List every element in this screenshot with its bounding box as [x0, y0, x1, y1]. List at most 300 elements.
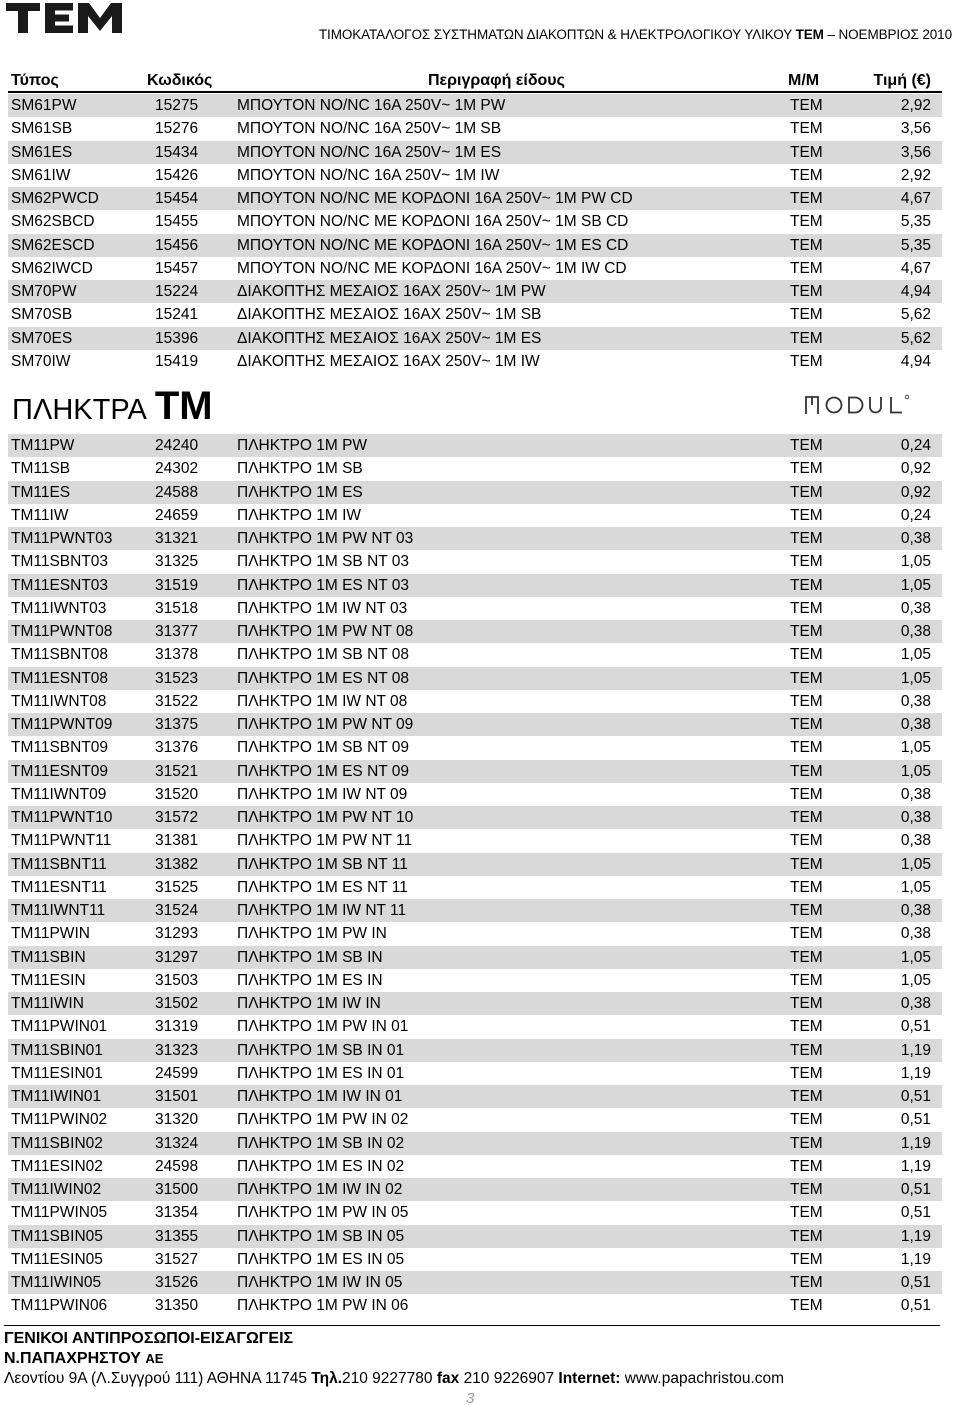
table-row: [8, 234, 942, 257]
cell-type: TM11ESIN01: [11, 1064, 103, 1082]
cell-code: 31297: [155, 948, 199, 966]
table-row: [8, 1225, 942, 1248]
cell-type: TM11IWNT08: [11, 692, 107, 710]
cell-price: 1,05: [900, 762, 931, 780]
cell-price: 0,38: [900, 902, 931, 919]
cell-description: ΠΛΗΚΤΡΟ 1M ES IN 02: [237, 1157, 405, 1175]
table-row: [8, 164, 942, 187]
table-row: [8, 690, 942, 713]
cell-unit: TEM: [790, 832, 823, 850]
cell-description: ΠΛΗΚΤΡΟ 1M SB: [237, 460, 363, 478]
cell-type: TM11SBIN05: [11, 1227, 103, 1245]
table-row: [8, 434, 942, 457]
cell-description: ΠΛΗΚΤΡΟ 1M PW: [237, 437, 368, 454]
cell-type: TM11PWNT03: [11, 530, 113, 547]
cell-unit: TEM: [790, 1227, 823, 1245]
column-header-price: Τιμή (€): [873, 72, 931, 89]
cell-unit: TEM: [790, 530, 823, 547]
cell-unit: TEM: [790, 120, 823, 138]
table-row: [8, 94, 942, 117]
cell-unit: TEM: [790, 692, 823, 710]
price-table-keys: [8, 434, 942, 1318]
modul-logo: [805, 392, 911, 416]
cell-code: 31319: [155, 1018, 199, 1036]
section-series: TM: [154, 384, 213, 428]
table-row: [8, 280, 942, 303]
cell-price: 4,94: [900, 352, 931, 370]
cell-unit: TEM: [790, 1111, 823, 1129]
footer-divider: [4, 1325, 940, 1326]
cell-unit: TEM: [790, 925, 823, 943]
table-row: [8, 760, 942, 783]
cell-unit: TEM: [790, 599, 823, 617]
cell-description: ΠΛΗΚΤΡΟ 1M IW NT 09: [237, 785, 408, 803]
cell-type: SM61ES: [11, 143, 73, 161]
footer-company: Ν.ΠΑΠΑΧΡΗΣΤΟΥ ΑΕ: [4, 1350, 164, 1367]
cell-price: 1,05: [900, 669, 931, 687]
cell-description: ΠΛΗΚΤΡΟ 1M ES NT 09: [237, 762, 409, 780]
cell-description: ΠΛΗΚΤΡΟ 1M IW NT 08: [237, 692, 408, 710]
cell-type: TM11ESNT09: [11, 762, 109, 780]
cell-description: ΠΛΗΚΤΡΟ 1M PW IN 01: [237, 1018, 409, 1036]
cell-type: SM70IW: [11, 352, 71, 370]
table-row: [8, 922, 942, 945]
cell-code: 31503: [155, 971, 199, 989]
cell-type: TM11PWNT08: [11, 623, 113, 640]
cell-code: 31324: [155, 1134, 199, 1152]
table-row: [8, 1155, 942, 1178]
cell-code: 31519: [155, 576, 199, 594]
cell-price: 0,38: [900, 623, 931, 640]
cell-code: 31518: [155, 599, 199, 617]
cell-code: 24599: [155, 1064, 199, 1082]
cell-unit: TEM: [790, 762, 823, 780]
cell-unit: TEM: [790, 1064, 823, 1082]
cell-code: 15275: [155, 97, 199, 114]
cell-unit: TEM: [790, 1018, 823, 1036]
cell-price: 0,38: [900, 716, 931, 733]
table-row: [8, 1062, 942, 1085]
cell-unit: TEM: [790, 1274, 823, 1291]
table-row: [8, 643, 942, 666]
cell-type: TM11SBNT08: [11, 646, 109, 664]
cell-type: TM11SBIN01: [11, 1041, 103, 1059]
cell-price: 0,51: [900, 1297, 931, 1315]
table-row: [8, 992, 942, 1015]
tem-logo: [6, 0, 130, 36]
table-row: [8, 350, 942, 373]
cell-price: 0,92: [900, 460, 931, 478]
cell-code: 15224: [155, 283, 199, 300]
cell-price: 0,51: [900, 1018, 931, 1036]
table-row: [8, 667, 942, 690]
cell-type: TM11IWNT03: [11, 599, 107, 617]
table-row: [8, 1294, 942, 1317]
cell-description: ΜΠΟΥΤΟΝ NO/NC 16A 250V~ 1M IW: [237, 166, 500, 184]
cell-price: 1,19: [900, 1250, 931, 1268]
table-row: [8, 1201, 942, 1224]
cell-type: SM61IW: [11, 166, 71, 184]
cell-type: TM11PWNT11: [11, 832, 112, 850]
cell-price: 1,05: [900, 971, 931, 989]
cell-description: ΠΛΗΚΤΡΟ 1M ES IN 05: [237, 1250, 405, 1268]
cell-type: SM62ESCD: [11, 236, 95, 254]
table-row: [8, 1271, 942, 1294]
cell-unit: TEM: [790, 236, 823, 254]
cell-unit: TEM: [790, 1297, 823, 1315]
cell-description: ΠΛΗΚΤΡΟ 1M SB NT 11: [237, 855, 408, 873]
cell-code: 15419: [155, 352, 199, 370]
cell-unit: TEM: [790, 785, 823, 803]
cell-type: TM11IWIN05: [11, 1274, 102, 1291]
section-title-text: ΠΛΗΚΤΡΑ: [12, 394, 147, 426]
cell-code: 15241: [155, 306, 199, 324]
cell-price: 0,38: [900, 785, 931, 803]
cell-unit: TEM: [790, 1204, 823, 1222]
cell-description: ΔΙΑΚΟΠΤΗΣ ΜΕΣΑΙΟΣ 16AX 250V~ 1M PW: [237, 283, 546, 300]
cell-description: ΠΛΗΚΤΡΟ 1M IW IN 05: [237, 1274, 403, 1291]
cell-price: 0,24: [900, 437, 931, 454]
cell-description: ΠΛΗΚΤΡΟ 1M PW IN 06: [237, 1297, 409, 1315]
cell-price: 0,51: [900, 1111, 931, 1129]
column-header-type: Τύπος: [11, 72, 59, 89]
cell-description: ΠΛΗΚΤΡΟ 1M IW IN 01: [237, 1088, 403, 1105]
cell-unit: TEM: [790, 971, 823, 989]
cell-type: SM70PW: [11, 283, 77, 300]
section-title: [12, 384, 213, 430]
cell-type: TM11ESIN02: [11, 1157, 103, 1175]
cell-code: 31500: [155, 1181, 199, 1198]
cell-code: 31350: [155, 1297, 199, 1315]
cell-code: 31382: [155, 855, 199, 873]
table-row: [8, 210, 942, 233]
cell-price: 0,38: [900, 832, 931, 850]
cell-price: 1,19: [900, 1041, 931, 1059]
cell-type: TM11PW: [11, 437, 75, 454]
cell-description: ΠΛΗΚΤΡΟ 1M SB IN: [237, 948, 383, 966]
cell-code: 31377: [155, 623, 199, 640]
cell-code: 24588: [155, 483, 199, 501]
cell-description: ΠΛΗΚΤΡΟ 1M SB NT 08: [237, 646, 409, 664]
cell-description: ΠΛΗΚΤΡΟ 1M PW NT 11: [237, 832, 413, 850]
cell-code: 31525: [155, 878, 199, 896]
cell-unit: TEM: [790, 1041, 823, 1059]
cell-type: TM11PWIN06: [11, 1297, 108, 1315]
cell-description: ΠΛΗΚΤΡΟ 1M SB IN 05: [237, 1227, 405, 1245]
cell-unit: TEM: [790, 213, 823, 231]
cell-price: 3,56: [900, 120, 931, 138]
cell-code: 31375: [155, 716, 199, 733]
table-row: [8, 713, 942, 736]
table-row: [8, 1039, 942, 1062]
table-row: [8, 504, 942, 527]
cell-code: 15276: [155, 120, 199, 138]
cell-description: ΠΛΗΚΤΡΟ 1M PW NT 03: [237, 530, 414, 547]
cell-description: ΠΛΗΚΤΡΟ 1M PW NT 08: [237, 623, 414, 640]
cell-price: 0,38: [900, 809, 931, 826]
cell-code: 15434: [155, 143, 199, 161]
cell-description: ΠΛΗΚΤΡΟ 1M PW NT 09: [237, 716, 414, 733]
table-row: [8, 1132, 942, 1155]
cell-type: SM61PW: [11, 97, 77, 114]
footer-line-distributors: ΓΕΝΙΚΟΙ ΑΝΤΙΠΡΟΣΩΠΟΙ-ΕΙΣΑΓΩΓΕΙΣ: [4, 1330, 294, 1347]
cell-code: 31501: [155, 1088, 199, 1105]
cell-type: TM11ESIN: [11, 971, 86, 989]
cell-unit: TEM: [790, 902, 823, 919]
table-row: [8, 141, 942, 164]
cell-code: 15456: [155, 236, 199, 254]
cell-description: ΠΛΗΚΤΡΟ 1M ES: [237, 483, 363, 501]
table-row: [8, 257, 942, 280]
cell-price: 0,38: [900, 995, 931, 1012]
cell-code: 31526: [155, 1274, 199, 1291]
cell-code: 31523: [155, 669, 199, 687]
cell-price: 5,35: [900, 236, 931, 254]
cell-price: 5,62: [900, 306, 931, 324]
cell-unit: TEM: [790, 1157, 823, 1175]
cell-description: ΜΠΟΥΤΟΝ NO/NC ΜΕ ΚΟΡΔΟΝΙ 16A 250V~ 1M PW CD: [237, 190, 633, 207]
cell-price: 4,94: [900, 283, 931, 300]
cell-description: ΜΠΟΥΤΟΝ NO/NC ΜΕ ΚΟΡΔΟΝΙ 16A 250V~ 1M IW CD: [237, 259, 627, 277]
cell-type: TM11PWNT10: [11, 809, 113, 826]
cell-code: 24302: [155, 460, 199, 478]
cell-unit: TEM: [790, 460, 823, 478]
table-row: [8, 187, 942, 210]
table-row: [8, 783, 942, 806]
table-row: [8, 1108, 942, 1131]
cell-description: ΠΛΗΚΤΡΟ 1M ES NT 03: [237, 576, 409, 594]
cell-code: 24598: [155, 1157, 199, 1175]
cell-price: 5,35: [900, 213, 931, 231]
cell-type: TM11PWIN02: [11, 1111, 108, 1129]
cell-type: SM70SB: [11, 306, 73, 324]
cell-type: TM11ESNT08: [11, 669, 109, 687]
cell-description: ΜΠΟΥΤΟΝ NO/NC 16A 250V~ 1M PW: [237, 97, 506, 114]
cell-price: 2,92: [900, 166, 931, 184]
cell-unit: TEM: [790, 716, 823, 733]
cell-description: ΠΛΗΚΤΡΟ 1M IW NT 11: [237, 902, 407, 919]
cell-type: SM61SB: [11, 120, 73, 138]
cell-code: 31323: [155, 1041, 199, 1059]
cell-description: ΠΛΗΚΤΡΟ 1M SB NT 03: [237, 553, 409, 571]
cell-code: 31354: [155, 1204, 199, 1222]
cell-type: TM11IWIN: [11, 995, 84, 1012]
cell-unit: TEM: [790, 190, 823, 207]
cell-code: 15396: [155, 329, 199, 347]
cell-unit: TEM: [790, 1181, 823, 1198]
cell-description: ΠΛΗΚΤΡΟ 1M SB IN 01: [237, 1041, 405, 1059]
cell-price: 0,38: [900, 925, 931, 943]
cell-description: ΠΛΗΚΤΡΟ 1M ES IN: [237, 971, 383, 989]
cell-price: 1,19: [900, 1134, 931, 1152]
table-row: [8, 829, 942, 852]
cell-type: SM62IWCD: [11, 259, 93, 277]
cell-unit: TEM: [790, 669, 823, 687]
cell-unit: TEM: [790, 855, 823, 873]
cell-code: 31521: [155, 762, 199, 780]
cell-type: TM11IWNT11: [11, 902, 106, 919]
cell-price: 1,05: [900, 878, 931, 896]
cell-description: ΠΛΗΚΤΡΟ 1M PW IN 02: [237, 1111, 409, 1129]
cell-type: TM11IW: [11, 506, 69, 524]
cell-type: TM11PWNT09: [11, 716, 113, 733]
cell-unit: TEM: [790, 739, 823, 757]
price-table-buttons: [8, 94, 942, 373]
cell-unit: TEM: [790, 1250, 823, 1268]
table-row: [8, 327, 942, 350]
cell-description: ΜΠΟΥΤΟΝ NO/NC ΜΕ ΚΟΡΔΟΝΙ 16A 250V~ 1M ES CD: [237, 236, 629, 254]
document-header: ΤΙΜΟΚΑΤΑΛΟΓΟΣ ΣΥΣΤΗΜΑΤΩΝ ΔΙΑΚΟΠΤΩΝ & ΗΛΕΚΤΡΟΛΟΓΙΚΟΥ ΥΛΙΚΟΥ TEM – ΝΟΕΜΒΡΙΟΣ 2010: [318, 27, 952, 42]
cell-unit: TEM: [790, 259, 823, 277]
table-row: [8, 574, 942, 597]
cell-code: 15455: [155, 213, 199, 231]
cell-description: ΠΛΗΚΤΡΟ 1M ES IN 01: [237, 1064, 405, 1082]
cell-unit: TEM: [790, 283, 823, 300]
cell-type: TM11IWNT09: [11, 785, 107, 803]
table-row: [8, 1085, 942, 1108]
cell-unit: TEM: [790, 306, 823, 324]
cell-type: TM11SB: [11, 460, 71, 478]
cell-unit: TEM: [790, 97, 823, 114]
cell-unit: TEM: [790, 483, 823, 501]
cell-unit: TEM: [790, 506, 823, 524]
table-row: [8, 597, 942, 620]
cell-unit: TEM: [790, 878, 823, 896]
cell-description: ΔΙΑΚΟΠΤΗΣ ΜΕΣΑΙΟΣ 16AX 250V~ 1M ES: [237, 329, 542, 347]
cell-description: ΠΛΗΚΤΡΟ 1M SB IN 02: [237, 1134, 405, 1152]
cell-description: ΠΛΗΚΤΡΟ 1M PW IN: [237, 925, 387, 943]
cell-price: 1,05: [900, 576, 931, 594]
cell-description: ΠΛΗΚΤΡΟ 1M IW IN 02: [237, 1181, 403, 1198]
cell-price: 5,62: [900, 329, 931, 347]
cell-type: TM11SBIN02: [11, 1134, 103, 1152]
cell-price: 1,19: [900, 1227, 931, 1245]
cell-price: 4,67: [900, 190, 931, 207]
cell-unit: TEM: [790, 1134, 823, 1152]
cell-price: 1,05: [900, 855, 931, 873]
cell-unit: TEM: [790, 576, 823, 594]
cell-type: TM11ESIN05: [11, 1250, 103, 1268]
cell-description: ΠΛΗΚΤΡΟ 1M IW: [237, 506, 362, 524]
cell-unit: TEM: [790, 948, 823, 966]
column-header-description: Περιγραφή είδους: [428, 72, 565, 89]
cell-type: SM62PWCD: [11, 190, 99, 207]
cell-description: ΠΛΗΚΤΡΟ 1M ES NT 11: [237, 878, 408, 896]
table-row: [8, 899, 942, 922]
cell-unit: TEM: [790, 646, 823, 664]
cell-description: ΠΛΗΚΤΡΟ 1M PW IN 05: [237, 1204, 409, 1222]
cell-price: 3,56: [900, 143, 931, 161]
table-row: [8, 620, 942, 643]
cell-code: 31572: [155, 809, 199, 826]
table-row: [8, 1248, 942, 1271]
table-row: [8, 303, 942, 326]
cell-description: ΜΠΟΥΤΟΝ NO/NC ΜΕ ΚΟΡΔΟΝΙ 16A 250V~ 1M SB CD: [237, 213, 629, 231]
table-row: [8, 806, 942, 829]
page-number: 3: [466, 1390, 475, 1405]
cell-type: TM11SBNT09: [11, 739, 109, 757]
cell-type: TM11IWIN02: [11, 1181, 102, 1198]
cell-price: 1,19: [900, 1157, 931, 1175]
cell-price: 0,38: [900, 692, 931, 710]
cell-type: TM11PWIN: [11, 925, 90, 943]
cell-type: TM11PWIN01: [11, 1018, 108, 1036]
cell-description: ΠΛΗΚΤΡΟ 1M IW IN: [237, 995, 381, 1012]
table-row: [8, 527, 942, 550]
table-row: [8, 117, 942, 140]
cell-price: 1,05: [900, 948, 931, 966]
cell-price: 0,38: [900, 530, 931, 547]
cell-price: 4,67: [900, 259, 931, 277]
table-row: [8, 1178, 942, 1201]
cell-price: 0,51: [900, 1181, 931, 1198]
cell-code: 31293: [155, 925, 199, 943]
cell-description: ΠΛΗΚΤΡΟ 1M IW NT 03: [237, 599, 408, 617]
cell-code: 31376: [155, 739, 199, 757]
cell-price: 0,51: [900, 1204, 931, 1222]
cell-type: SM62SBCD: [11, 213, 95, 231]
cell-code: 31502: [155, 995, 199, 1012]
cell-code: 31381: [155, 832, 199, 850]
cell-type: TM11ES: [11, 483, 71, 501]
cell-type: TM11ESNT03: [11, 576, 109, 594]
column-header-code: Κωδικός: [147, 72, 213, 89]
table-row: [8, 736, 942, 759]
cell-price: 0,24: [900, 506, 931, 524]
cell-code: 31520: [155, 785, 199, 803]
table-row: [8, 481, 942, 504]
cell-type: TM11IWIN01: [11, 1088, 102, 1105]
table-row: [8, 457, 942, 480]
cell-code: 24659: [155, 506, 199, 524]
cell-type: SM70ES: [11, 329, 73, 347]
cell-code: 15457: [155, 259, 199, 277]
cell-type: TM11SBNT03: [11, 553, 109, 571]
column-header-unit: Μ/Μ: [788, 72, 820, 89]
cell-type: TM11ESNT11: [11, 878, 107, 896]
table-row: [8, 876, 942, 899]
cell-description: ΠΛΗΚΤΡΟ 1M PW NT 10: [237, 809, 414, 826]
cell-price: 0,51: [900, 1274, 931, 1291]
cell-unit: TEM: [790, 329, 823, 347]
cell-price: 0,51: [900, 1088, 931, 1105]
cell-code: 31524: [155, 902, 199, 919]
cell-code: 31522: [155, 692, 199, 710]
cell-unit: TEM: [790, 809, 823, 826]
footer-contact: Λεοντίου 9Α (Λ.Συγγρού 111) ΑΘΗΝΑ 11745 Τηλ.210 9227780 fax 210 9226907 Internet: www.papachristou.com: [4, 1370, 785, 1387]
cell-price: 0,38: [900, 599, 931, 617]
website-link[interactable]: www.papachristou.com: [624, 1370, 785, 1387]
cell-unit: TEM: [790, 166, 823, 184]
cell-description: ΜΠΟΥΤΟΝ NO/NC 16A 250V~ 1M SB: [237, 120, 502, 138]
cell-description: ΠΛΗΚΤΡΟ 1M SB NT 09: [237, 739, 409, 757]
cell-type: TM11SBNT11: [11, 855, 107, 873]
cell-description: ΠΛΗΚΤΡΟ 1M ES NT 08: [237, 669, 409, 687]
cell-description: ΔΙΑΚΟΠΤΗΣ ΜΕΣΑΙΟΣ 16AX 250V~ 1M SB: [237, 306, 542, 324]
cell-code: 31527: [155, 1250, 199, 1268]
cell-price: 1,19: [900, 1064, 931, 1082]
cell-unit: TEM: [790, 143, 823, 161]
cell-code: 15454: [155, 190, 199, 207]
table-row: [8, 946, 942, 969]
cell-type: TM11SBIN: [11, 948, 86, 966]
cell-code: 31320: [155, 1111, 199, 1129]
cell-code: 24240: [155, 437, 199, 454]
table-header: [8, 71, 942, 93]
cell-price: 1,05: [900, 646, 931, 664]
cell-unit: TEM: [790, 623, 823, 640]
cell-code: 31355: [155, 1227, 199, 1245]
